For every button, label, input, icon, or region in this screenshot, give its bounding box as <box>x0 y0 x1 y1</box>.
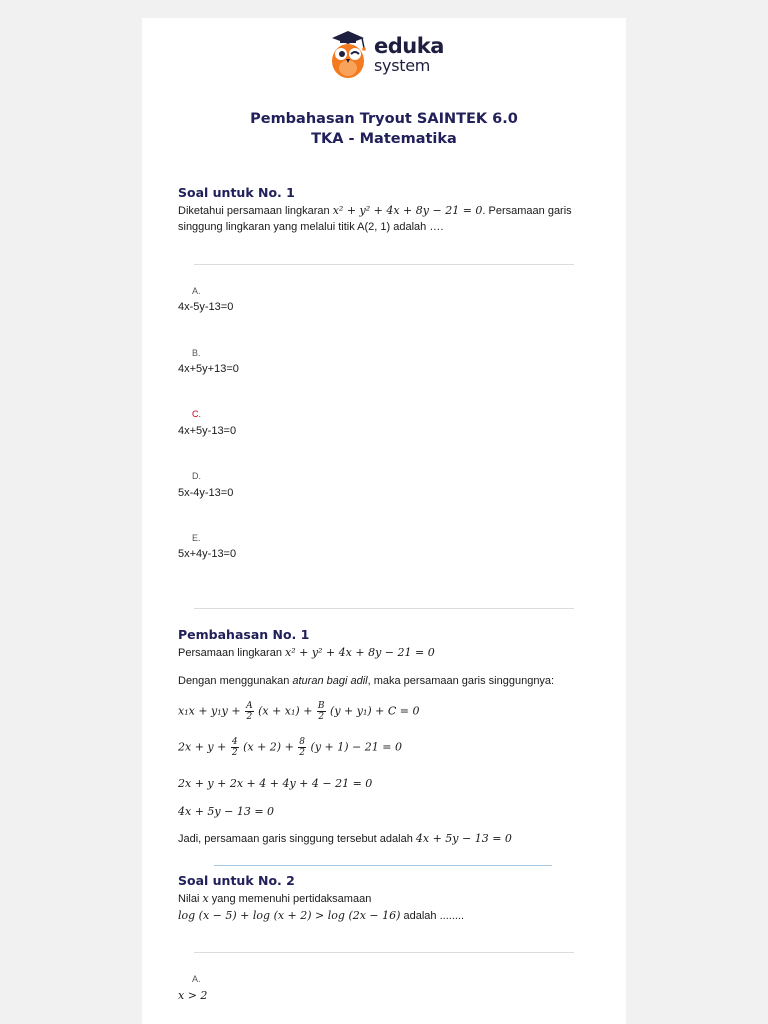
owl-logo-icon <box>326 28 372 80</box>
option-e-letter: E. <box>192 533 201 543</box>
formula-substitution <box>178 737 598 758</box>
eduka-logo <box>326 28 446 80</box>
fraction-b-over-2 <box>317 701 326 722</box>
question-2-heading: Soal untuk No. 2 <box>178 873 295 888</box>
formula-result: 4x + 5y − 13 = 0 <box>178 805 275 818</box>
section-divider <box>214 865 552 866</box>
fraction-4-over-2 <box>231 737 239 758</box>
fraction-numerator: 8 <box>299 737 306 747</box>
conclusion-equation: 4x + 5y − 13 = 0 <box>415 832 512 845</box>
formula-part: (x + x₁) + <box>258 704 313 718</box>
question-2-variable: x <box>202 892 209 905</box>
option-a-letter: A. <box>192 286 201 296</box>
divider <box>194 952 574 953</box>
question-2-text <box>178 891 598 907</box>
logo-text-eduka: eduka <box>374 34 444 58</box>
page-title-line1: Pembahasan Tryout SAINTEK 6.0 <box>250 111 518 127</box>
solution-1-line2-end: , maka persamaan garis singgungnya: <box>367 675 555 687</box>
question-2-text-end: yang memenuhi pertidaksamaan <box>208 893 372 905</box>
solution-1-heading: Pembahasan No. 1 <box>178 627 310 642</box>
divider <box>194 608 574 609</box>
fraction-denominator: 2 <box>246 712 253 722</box>
question-1-text-start: Diketahui persamaan lingkaran <box>178 205 333 217</box>
option-a-value[interactable]: 4x-5y-13=0 <box>178 301 234 313</box>
option-d-letter: D. <box>192 471 201 481</box>
solution-1-line2-italic: aturan bagi adil <box>292 675 368 687</box>
circle-equation: x² + y² + 4x + 8y − 21 = 0 <box>285 646 435 659</box>
logo-text-system: system <box>374 56 431 75</box>
formula-part: x₁x + y₁y + <box>178 704 241 718</box>
question-1-text <box>178 203 598 235</box>
fraction-8-over-2 <box>298 737 306 758</box>
solution-1-line2 <box>178 673 598 689</box>
q2-option-a-value[interactable]: x > 2 <box>178 989 208 1002</box>
conclusion-text: Jadi, persamaan garis singgung tersebut adalah <box>178 833 416 845</box>
fraction-numerator: 4 <box>231 737 238 747</box>
solution-1-conclusion <box>178 831 598 847</box>
fraction-denominator: 2 <box>318 712 325 722</box>
option-b-letter: B. <box>192 348 201 358</box>
fraction-a-over-2 <box>245 701 254 722</box>
question-1-equation: x² + y² + 4x + 8y − 21 = 0 <box>332 204 483 217</box>
question-2-suffix: adalah ........ <box>400 910 465 922</box>
q2-option-a-letter: A. <box>192 974 201 984</box>
solution-1-line1 <box>178 645 598 661</box>
formula-tangent-general <box>178 701 598 722</box>
question-2-inequality-line <box>178 908 598 924</box>
option-b-value[interactable]: 4x+5y+13=0 <box>178 363 239 375</box>
option-d-value[interactable]: 5x-4y-13=0 <box>178 487 234 499</box>
option-c-value[interactable]: 4x+5y-13=0 <box>178 425 237 437</box>
option-e-value[interactable]: 5x+4y-13=0 <box>178 548 237 560</box>
question-2-inequality: log (x − 5) + log (x + 2) > log (2x − 16) <box>178 909 401 922</box>
formula-part: (y + y₁) + C = 0 <box>330 704 420 718</box>
question-1-heading: Soal untuk No. 1 <box>178 185 295 200</box>
question-2-text-start: Nilai <box>178 893 203 905</box>
fraction-denominator: 2 <box>299 748 306 758</box>
fraction-denominator: 2 <box>231 748 238 758</box>
solution-1-line2-start: Dengan menggunakan <box>178 675 293 687</box>
page-title-line2: TKA - Matematika <box>311 131 457 147</box>
option-c-letter-correct: C. <box>192 409 201 419</box>
fraction-numerator: A <box>246 701 253 711</box>
divider <box>194 264 574 265</box>
formula-expanded: 2x + y + 2x + 4 + 4y + 4 − 21 = 0 <box>178 777 373 790</box>
formula-part: (y + 1) − 21 = 0 <box>310 740 402 754</box>
formula-part: (x + 2) + <box>243 740 294 754</box>
fraction-numerator: B <box>317 701 325 711</box>
question-1-text-end: . Persamaan garis singgung lingkaran yang melalui titik A(2, 1) adalah …. <box>178 205 572 233</box>
document-page <box>142 18 626 1024</box>
formula-part: 2x + y + <box>178 740 227 754</box>
solution-1-line1-text: Persamaan lingkaran <box>178 647 286 659</box>
